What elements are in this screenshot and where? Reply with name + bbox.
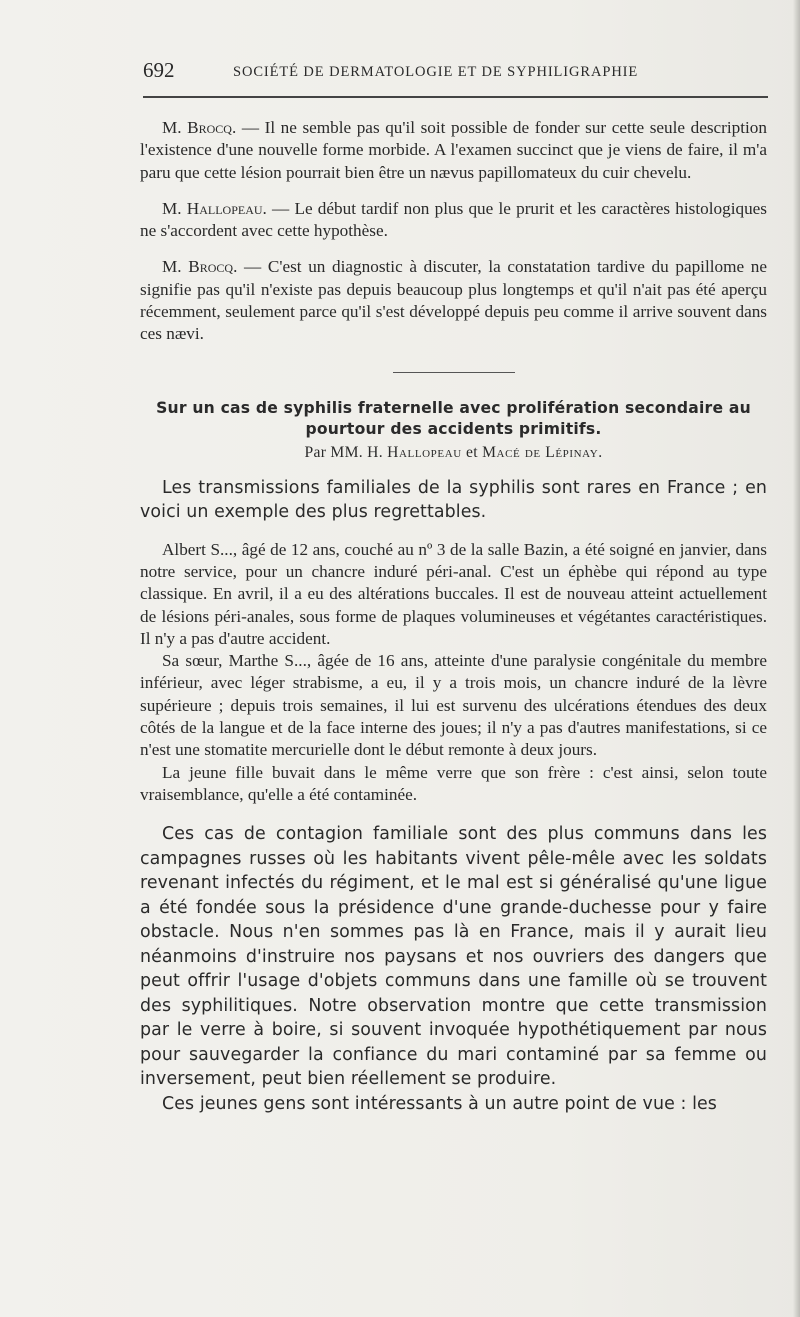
speaker-prefix: M. [162, 198, 187, 218]
discussion-text: . — Il ne semble pas qu'il soit possible de fonder sur cette seule description l'existence d'une nouvelle forme morbide. A l'examen succinct que je viens de faire, il m'a paru que cette lésion pourrait bien être un nævus papillomateux du cuir chevelu. [140, 118, 767, 182]
speaker-name: Brocq [187, 118, 232, 137]
discussion-text: . — C'est un diagnostic à discuter, la constatation tardive du papillome ne signifie pas qu'il n'existe pas depuis beaucoup plus longtemps et qu'il n'ait pas été aperçu récemment, seulement parce qu'il s'est développé depuis peu comme il arrive souvent dans ces nævi. [140, 257, 767, 344]
article-intro: Les transmissions familiales de la syphilis sont rares en France ; en voici un exemple des plus regrettables. [140, 477, 767, 523]
header-rule [143, 96, 768, 98]
byline-conjunction: et [461, 443, 483, 461]
page-number: 692 [143, 58, 175, 82]
speaker-prefix: M. [162, 257, 189, 277]
section-separator [393, 372, 515, 373]
discussion-section [140, 117, 767, 346]
case-paragraph: Sa sœur, Marthe S..., âgée de 16 ans, atteinte d'une paralysie congénitale du membre inférieur, avec léger strabisme, a eu, il y a trois mois, un chancre induré de la lèvre supérieure ; depuis trois semaines, il lui est survenu des ulcérations étendues des deux côtés de la langue et de la face interne des joues; il n'y a pas d'autres manifestations, si ce n'est une stomatite mercurielle dont le début remonte à deux jours. [140, 651, 767, 760]
speaker-name: Hallopeau [186, 198, 263, 218]
article-title [140, 398, 767, 440]
speaker-prefix: M. [162, 118, 188, 137]
speaker-name: Brocq [188, 257, 234, 277]
byline-prefix: Par MM. H. [304, 443, 388, 461]
case-section [140, 539, 767, 807]
author-name: Hallopeau [387, 443, 462, 461]
commentary-paragraph: Ces jeunes gens sont intéressants à un autre point de vue : les [162, 1093, 717, 1114]
discussion-paragraph [140, 256, 767, 345]
case-paragraph: Albert S..., âgé de 12 ans, couché au nº 3 de la salle Bazin, a été soigné en janvier, dans notre service, pour un chancre induré péri-anal. C'est un éphèbe qui répond au type classique. En avril, il a eu des altérations buccales. Il est de nouveau atteint actuellement de lésions péri-anales, sous forme de plaques volumineuses et végétantes caractéristiques. Il n'y a pas d'autre accident. [140, 539, 767, 648]
article-authors [140, 444, 767, 462]
author-name: Macé de Lépinay [482, 443, 599, 461]
page-body [140, 117, 767, 1116]
commentary-paragraph: Ces cas de contagion familiale sont des plus communs dans les campagnes russes où les habitants vivent pêle-mêle avec les soldats revenant infectés du régiment, et le mal est si généralisé qu'une ligue a été fondée sous la présidence d'une grande-duchesse pour y faire obstacle. Nous n'en sommes pas là en France, mais il y aurait lieu néanmoins d'instruire nos paysans et nos ouvriers des dangers que peut offrir l'usage d'objets communs dans une famille où se trouvent des syphilitiques. Notre observation montre que cette transmission par le verre à boire, si souvent invoquée hypothétiquement par nous pour sauvegarder la confiance du mari contaminé par sa femme ou inversement, peut bien réellement se produire. [140, 824, 767, 1090]
page-header [143, 58, 768, 88]
commentary-section [140, 822, 767, 1116]
title-line: pourtour des accidents primitifs. [305, 419, 602, 438]
discussion-paragraph [140, 198, 767, 243]
title-line: Sur un cas de syphilis fraternelle avec prolifération secondaire au [156, 398, 751, 417]
case-paragraph: La jeune fille buvait dans le même verre que son frère : c'est ainsi, selon toute vraisemblance, qu'elle a été contaminée. [140, 762, 767, 804]
page-edge-shadow [793, 0, 800, 1317]
byline-period: . [598, 443, 603, 461]
running-title: SOCIÉTÉ DE DERMATOLOGIE ET DE SYPHILIGRAPHIE [233, 64, 639, 80]
discussion-paragraph [140, 117, 767, 184]
discussion-text: . — Le début tardif non plus que le prurit et les caractères histologiques ne s'accordent avec cette hypothèse. [140, 198, 767, 241]
